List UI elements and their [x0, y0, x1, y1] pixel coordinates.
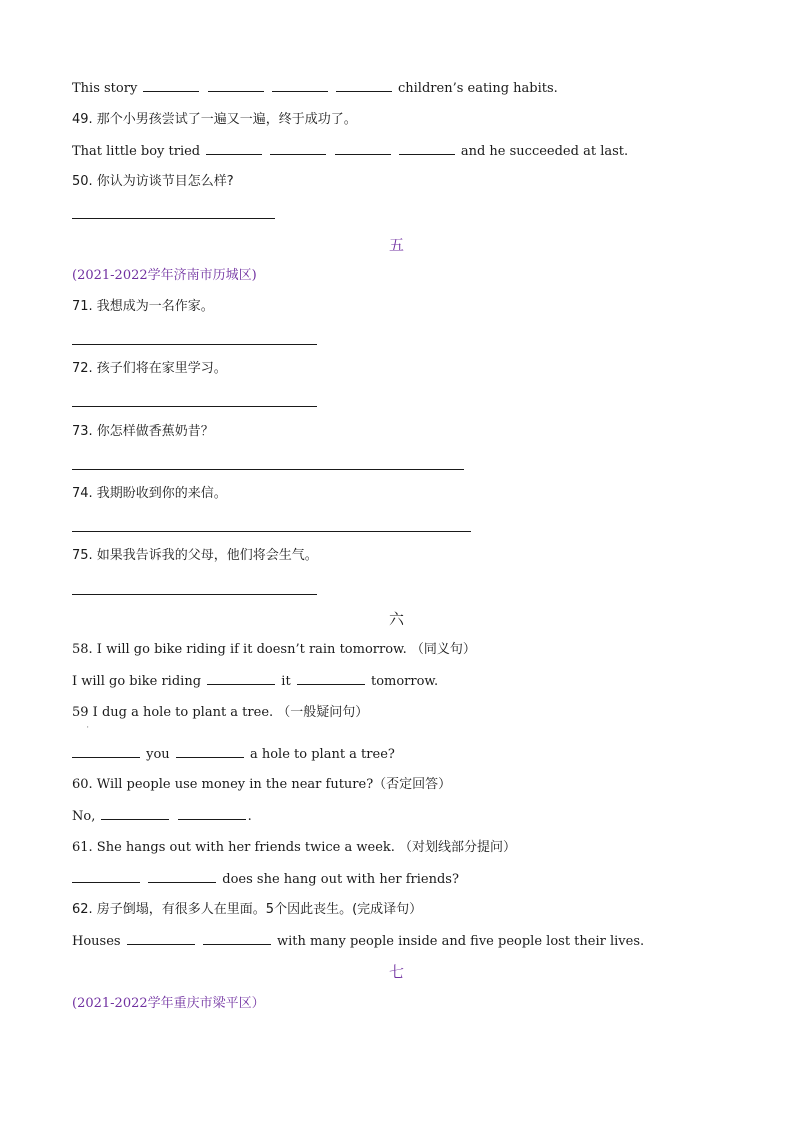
answer-blank[interactable]: [143, 79, 199, 92]
stray-mark: ': [87, 726, 89, 733]
q72-prompt: 72. 孩子们将在家里学习。: [72, 361, 227, 376]
q73-prompt: 73. 你怎样做香蕉奶昔？: [72, 424, 214, 439]
q49-prompt: 49. 那个小男孩尝试了一遍又一遍，终于成功了。: [72, 112, 357, 127]
q59-prompt: 59 I dug a hole to plant a tree. （一般疑问句）: [72, 705, 369, 720]
answer-blank[interactable]: [207, 672, 275, 685]
q61-prompt: 61. She hangs out with her friends twice a week. （对划线部分提问）: [72, 840, 517, 855]
q59-end: a hole to plant a tree?: [249, 747, 395, 762]
q71-prompt: 71. 我想成为一名作家。: [72, 299, 214, 314]
answer-blank[interactable]: [206, 142, 262, 155]
answer-blank[interactable]: [335, 142, 391, 155]
q58-prompt: 58. I will go bike riding if it doesn’t rain tomorrow. （同义句）: [72, 642, 476, 657]
answer-blank[interactable]: [272, 79, 328, 92]
section-6-heading: 六: [388, 610, 404, 628]
section-5-heading: 五: [388, 236, 404, 254]
q58-mid: it: [281, 674, 291, 689]
q61-end: does she hang out with her friends?: [222, 872, 459, 887]
q48-end: children’s eating habits.: [398, 81, 558, 96]
q60-prompt: 60. Will people use money in the near future?（否定回答）: [72, 777, 452, 792]
q71-answer-line[interactable]: [72, 344, 317, 345]
q58-start: I will go bike riding: [72, 674, 202, 689]
answer-blank[interactable]: [101, 807, 169, 820]
section-7-heading: 七: [388, 963, 404, 981]
answer-blank[interactable]: [148, 870, 216, 883]
answer-blank[interactable]: [297, 672, 365, 685]
q49-end: and he succeeded at last.: [460, 144, 629, 159]
answer-blank[interactable]: [208, 79, 264, 92]
q49-start: That little boy tried: [72, 144, 201, 159]
answer-blank[interactable]: [127, 932, 195, 945]
q74-answer-line[interactable]: [72, 531, 471, 532]
section-7-source: (2021-2022学年重庆市梁平区）: [72, 996, 265, 1011]
answer-blank[interactable]: [399, 142, 455, 155]
q60-start: No,: [72, 809, 96, 824]
answer-blank[interactable]: [178, 807, 246, 820]
q72-answer-line[interactable]: [72, 406, 317, 407]
q60-end: .: [247, 809, 252, 824]
q75-answer-line[interactable]: [72, 594, 317, 595]
q49-answer-line: [72, 142, 628, 161]
q73-answer-line[interactable]: [72, 469, 464, 470]
q58-answer-line: [72, 672, 438, 691]
answer-blank[interactable]: [72, 745, 140, 758]
q50-answer-line[interactable]: [72, 218, 275, 219]
q75-prompt: 75. 如果我告诉我的父母，他们将会生气。: [72, 548, 318, 563]
q60-answer-line: [72, 807, 252, 826]
section-5-source: (2021-2022学年济南市历城区): [72, 268, 257, 283]
q59-mid: you: [146, 747, 170, 762]
answer-blank[interactable]: [270, 142, 326, 155]
q58-end: tomorrow.: [370, 674, 439, 689]
q62-answer-line: [72, 932, 644, 951]
q62-end: with many people inside and five people lost their lives.: [277, 934, 645, 949]
answer-blank[interactable]: [72, 870, 140, 883]
answer-blank[interactable]: [176, 745, 244, 758]
q61-answer-line: [72, 870, 459, 889]
q50-prompt: 50. 你认为访谈节目怎么样?: [72, 174, 234, 189]
q62-prompt: 62. 房子倒塌，有很多人在里面。5个因此丧生。(完成译句）: [72, 902, 423, 917]
q74-prompt: 74. 我期盼收到你的来信。: [72, 486, 227, 501]
q62-start: Houses: [72, 934, 121, 949]
q48-answer-line: [72, 79, 558, 98]
q48-start: This story: [72, 81, 138, 96]
answer-blank[interactable]: [203, 932, 271, 945]
q59-answer-line: [72, 745, 395, 764]
answer-blank[interactable]: [336, 79, 392, 92]
